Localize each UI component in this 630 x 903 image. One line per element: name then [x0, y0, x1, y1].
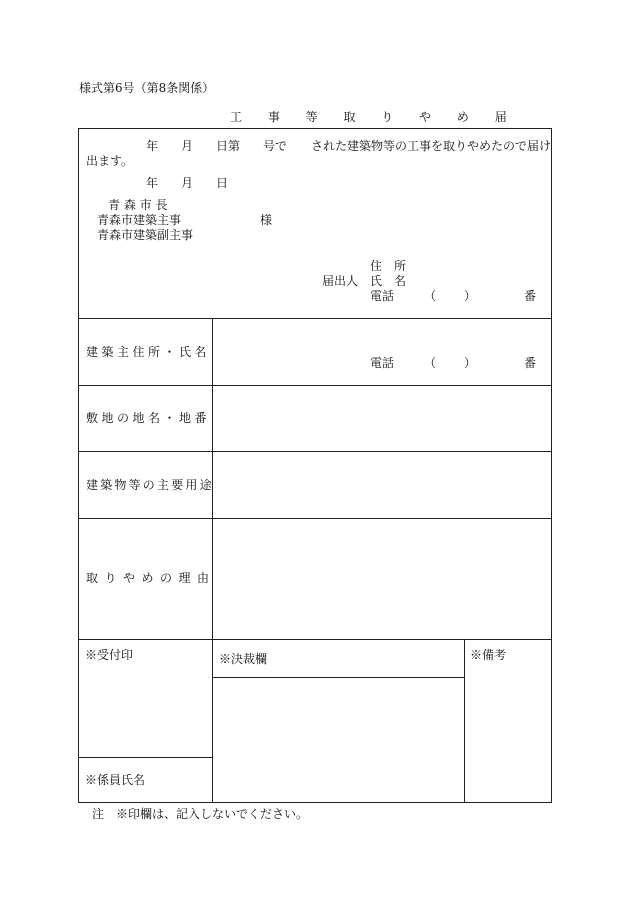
row-label-site: 敷地の地名・地番 [86, 411, 211, 425]
paren-open: （ [424, 356, 437, 370]
header-number: 号で [263, 139, 288, 153]
divider [78, 639, 552, 640]
divider [212, 318, 213, 803]
paren-close: ） [464, 289, 477, 303]
divider [78, 318, 552, 319]
receipt-stamp-label: ※受付印 [85, 648, 134, 662]
divider [78, 518, 552, 519]
date-year: 年 [146, 176, 159, 190]
header-day-no: 日第 [216, 139, 241, 153]
notifier-address-label: 住 所 [370, 259, 407, 273]
owner-phone-label: 電話 [370, 356, 395, 370]
date-day: 日 [216, 176, 229, 190]
remarks-label: ※備考 [470, 648, 507, 662]
footnote: 注 ※印欄は、記入しないでください。 [92, 807, 309, 821]
page-title: 工 事 等 取 り や め 届 [230, 110, 518, 124]
header-text: された建築物等の工事を取りやめたので届け [311, 139, 552, 153]
addressee-mayor: 青 森 市 長 [108, 198, 168, 212]
row-label-owner: 建築主住所・氏名 [86, 345, 211, 359]
form-number: 様式第6号（第8条関係） [79, 81, 215, 95]
divider [78, 757, 212, 758]
row-label-reason: 取りやめの理由 [86, 571, 216, 585]
divider [78, 451, 552, 452]
honorific: 様 [260, 213, 273, 227]
row-label-usage: 建築物等の主要用途 [86, 478, 214, 492]
notifier-name-label: 氏 名 [370, 274, 407, 288]
ban-label: 番 [524, 356, 537, 370]
header-text-cont: 出ます。 [86, 154, 134, 168]
paren-open: （ [424, 289, 437, 303]
divider [464, 639, 465, 803]
date-month: 月 [181, 176, 194, 190]
paren-close: ） [464, 356, 477, 370]
divider [78, 385, 552, 386]
divider [212, 677, 464, 678]
header-month: 月 [181, 139, 194, 153]
clerk-name-label: ※係員氏名 [85, 773, 146, 787]
header-year: 年 [146, 139, 159, 153]
notifier-label: 届出人 [322, 274, 359, 288]
addressee-building-official: 青森市建築主事 [97, 213, 182, 227]
decision-label: ※決裁欄 [219, 652, 268, 666]
addressee-deputy-official: 青森市建築副主事 [97, 228, 194, 242]
notifier-phone-label: 電話 [370, 289, 395, 303]
ban-label: 番 [524, 289, 537, 303]
